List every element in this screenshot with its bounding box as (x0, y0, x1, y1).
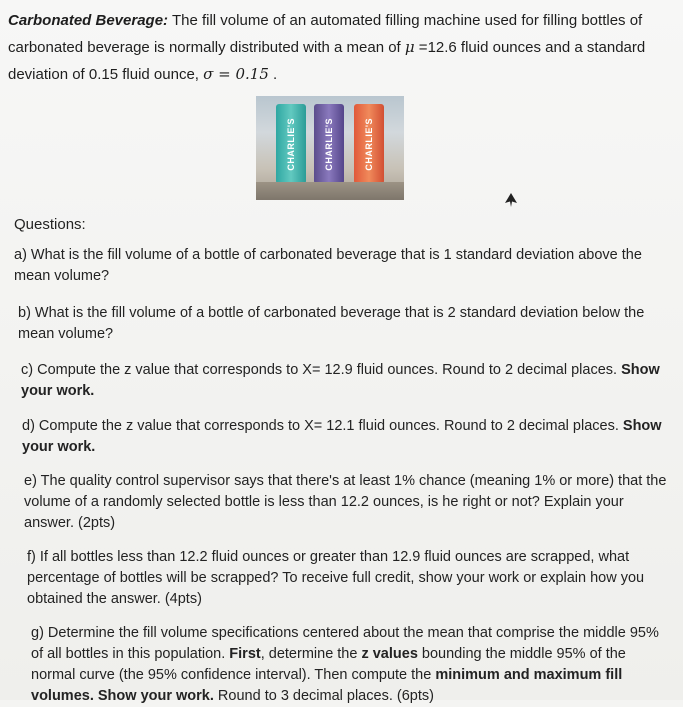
problem-intro (8, 8, 673, 88)
question-c-show-work: Show your work. (21, 362, 660, 399)
mu-symbol: μ (404, 38, 415, 56)
mean-value-text: =12.6 fluid ounces and a standard deviation of 0.15 fluid ounce, (8, 39, 646, 83)
question-g-text: Round to 3 decimal places. (6pts) (213, 688, 434, 704)
questions-heading: Questions: (14, 216, 86, 233)
can-label: CHARLIE'S (286, 117, 296, 171)
question-g-first: First (229, 646, 261, 662)
question-d-text: d) Compute the z value that corresponds to X= 12.1 fluid ounces. Round to 2 decimal places. (22, 418, 623, 434)
intro-text: The fill volume of an automated filling machine used for filling bottles of carbonated beverage is normally distributed with a mean of (8, 12, 643, 56)
question-c (21, 360, 673, 402)
question-g-text: g) Determine the fill volume specifications centered about the mean that comprise the middle 95% of all bottles in this population. (31, 625, 659, 662)
question-f: f) If all bottles less than 12.2 fluid ounces or greater than 12.9 fluid ounces are scrapped, what percentage of bottles will be scrapped? To receive full credit, show your work or explain how you obtained the answer. (4pts) (27, 549, 645, 607)
can-label: CHARLIE'S (364, 117, 374, 171)
can-label: CHARLIE'S (324, 117, 334, 171)
question-g-z-values: z values (361, 646, 418, 662)
question-e: e) The quality control supervisor says that there's at least 1% chance (meaning 1% or more) that the volume of a randomly selected bottle is less than 12.2 ounces, is he right or not? Explain your answer. (2pts) (24, 473, 667, 531)
question-g-text: bounding the middle 95% of the normal curve (the 95% confidence interval). Then compute the (31, 646, 626, 683)
problem-title: Carbonated Beverage: (8, 12, 169, 29)
can-teal (276, 104, 306, 184)
can-purple (314, 104, 344, 184)
question-d-show-work: Show your work. (22, 418, 662, 455)
photo-ground (256, 182, 404, 200)
intro-end: . (268, 66, 278, 83)
can-orange (354, 104, 384, 184)
question-a: a) What is the fill volume of a bottle of carbonated beverage that is 1 standard deviation above the mean volume? (14, 247, 642, 284)
question-d (22, 416, 672, 458)
question-g-show-work: Show your work. (97, 688, 214, 704)
question-c-text: c) Compute the z value that corresponds to X= 12.9 fluid ounces. Round to 2 decimal places. (21, 362, 622, 378)
soda-cans-photo (256, 96, 404, 200)
sigma-expression: σ = 0.15 (203, 65, 269, 83)
question-b: b) What is the fill volume of a bottle of carbonated beverage that is 2 standard deviation below the mean volume? (18, 305, 645, 342)
question-g-minmax: minimum and maximum fill volumes. (31, 667, 623, 704)
question-g-text: , determine the (260, 646, 362, 662)
question-g (31, 623, 672, 707)
